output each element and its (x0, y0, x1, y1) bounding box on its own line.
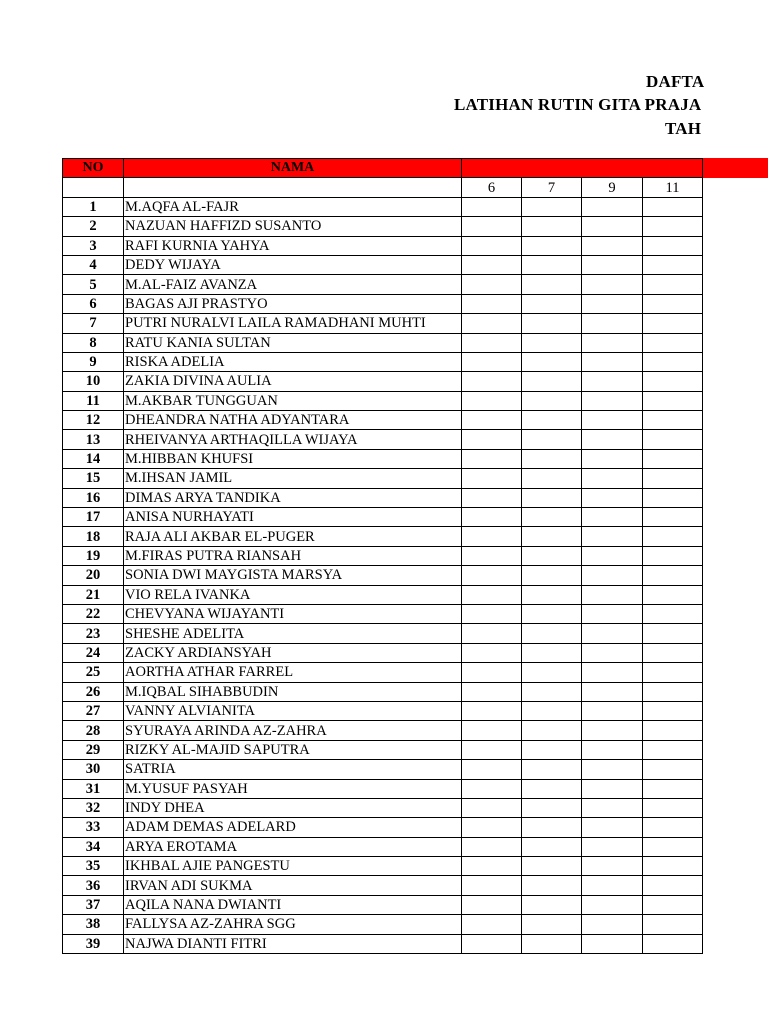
attendance-cell[interactable] (582, 275, 643, 294)
attendance-cell[interactable] (522, 643, 582, 662)
table-row (63, 197, 703, 216)
attendance-cell[interactable] (462, 275, 522, 294)
table-row (63, 895, 703, 914)
attendance-cell[interactable] (462, 604, 522, 623)
table-row (63, 721, 703, 740)
attendance-cell[interactable] (643, 372, 703, 391)
row-number: 30 (63, 760, 124, 779)
attendance-cell[interactable] (643, 236, 703, 255)
student-name: M.AQFA AL-FAJR (124, 197, 462, 216)
attendance-cell[interactable] (643, 546, 703, 565)
attendance-cell[interactable] (643, 760, 703, 779)
table-row (63, 372, 703, 391)
row-number: 28 (63, 721, 124, 740)
student-name: VANNY ALVIANITA (124, 701, 462, 720)
attendance-cell[interactable] (462, 663, 522, 682)
attendance-cell[interactable] (582, 217, 643, 236)
table-row (63, 585, 703, 604)
attendance-cell[interactable] (462, 566, 522, 585)
row-number: 32 (63, 798, 124, 817)
attendance-cell[interactable] (522, 275, 582, 294)
table-row (63, 779, 703, 798)
attendance-cell[interactable] (643, 798, 703, 817)
attendance-cell[interactable] (522, 314, 582, 333)
student-name: RISKA ADELIA (124, 352, 462, 371)
attendance-cell[interactable] (643, 275, 703, 294)
attendance-cell[interactable] (582, 643, 643, 662)
student-name: DEDY WIJAYA (124, 255, 462, 274)
attendance-cell[interactable] (643, 391, 703, 410)
attendance-cell[interactable] (582, 411, 643, 430)
attendance-cell[interactable] (462, 818, 522, 837)
table-row (63, 236, 703, 255)
attendance-cell[interactable] (522, 236, 582, 255)
attendance-cell[interactable] (522, 915, 582, 934)
attendance-cell[interactable] (462, 411, 522, 430)
table-row (63, 430, 703, 449)
attendance-cell[interactable] (462, 294, 522, 313)
attendance-cell[interactable] (643, 488, 703, 507)
attendance-cell[interactable] (462, 760, 522, 779)
table-row (63, 934, 703, 953)
attendance-cell[interactable] (582, 508, 643, 527)
date-subheader-row (63, 178, 703, 197)
attendance-cell[interactable] (582, 798, 643, 817)
table-row (63, 469, 703, 488)
row-number: 7 (63, 314, 124, 333)
attendance-cell[interactable] (582, 934, 643, 953)
student-name: IRVAN ADI SUKMA (124, 876, 462, 895)
date-cell: 7 (522, 178, 582, 197)
student-name: FALLYSA AZ-ZAHRA SGG (124, 915, 462, 934)
table-row (63, 488, 703, 507)
student-name: INDY DHEA (124, 798, 462, 817)
student-name: DIMAS ARYA TANDIKA (124, 488, 462, 507)
student-name: RAFI KURNIA YAHYA (124, 236, 462, 255)
table-row (63, 624, 703, 643)
row-number: 8 (63, 333, 124, 352)
attendance-cell[interactable] (582, 333, 643, 352)
student-name: SATRIA (124, 760, 462, 779)
row-number: 22 (63, 604, 124, 623)
student-name: RHEIVANYA ARTHAQILLA WIJAYA (124, 430, 462, 449)
attendance-cell[interactable] (522, 508, 582, 527)
attendance-cell[interactable] (522, 430, 582, 449)
attendance-cell[interactable] (462, 857, 522, 876)
attendance-cell[interactable] (582, 546, 643, 565)
attendance-cell[interactable] (462, 585, 522, 604)
student-name: M.AL-FAIZ AVANZA (124, 275, 462, 294)
attendance-cell[interactable] (522, 760, 582, 779)
attendance-cell[interactable] (522, 818, 582, 837)
attendance-cell[interactable] (462, 255, 522, 274)
student-name: ZACKY ARDIANSYAH (124, 643, 462, 662)
student-name: VIO RELA IVANKA (124, 585, 462, 604)
attendance-cell[interactable] (582, 701, 643, 720)
attendance-cell[interactable] (462, 333, 522, 352)
attendance-cell[interactable] (462, 488, 522, 507)
attendance-cell[interactable] (462, 876, 522, 895)
table-row (63, 876, 703, 895)
attendance-cell[interactable] (643, 857, 703, 876)
attendance-cell[interactable] (462, 721, 522, 740)
attendance-table (62, 158, 703, 954)
row-number: 24 (63, 643, 124, 662)
attendance-cell[interactable] (643, 876, 703, 895)
subheader-nama-blank (124, 178, 462, 197)
attendance-cell[interactable] (462, 837, 522, 856)
attendance-cell[interactable] (462, 527, 522, 546)
row-number: 4 (63, 255, 124, 274)
table-row (63, 275, 703, 294)
student-name: ARYA EROTAMA (124, 837, 462, 856)
attendance-cell[interactable] (643, 585, 703, 604)
row-number: 5 (63, 275, 124, 294)
attendance-cell[interactable] (582, 604, 643, 623)
date-cell: 6 (462, 178, 522, 197)
attendance-cell[interactable] (582, 721, 643, 740)
row-number: 15 (63, 469, 124, 488)
table-row (63, 333, 703, 352)
table-row (63, 314, 703, 333)
attendance-cell[interactable] (462, 430, 522, 449)
table-row (63, 663, 703, 682)
attendance-cell[interactable] (643, 217, 703, 236)
date-cell: 9 (582, 178, 643, 197)
student-name: DHEANDRA NATHA ADYANTARA (124, 411, 462, 430)
attendance-cell[interactable] (462, 643, 522, 662)
row-number: 18 (63, 527, 124, 546)
attendance-cell[interactable] (522, 837, 582, 856)
attendance-cell[interactable] (582, 837, 643, 856)
table-row (63, 604, 703, 623)
attendance-cell[interactable] (643, 430, 703, 449)
date-cell: 11 (643, 178, 703, 197)
table-header-row (63, 159, 703, 178)
table-row (63, 294, 703, 313)
attendance-cell[interactable] (582, 449, 643, 468)
attendance-cell[interactable] (522, 527, 582, 546)
row-number: 9 (63, 352, 124, 371)
student-name: PUTRI NURALVI LAILA RAMADHANI MUHTI (124, 314, 462, 333)
row-number: 31 (63, 779, 124, 798)
document-title-line-2: LATIHAN RUTIN GITA PRAJA (454, 95, 702, 114)
row-number: 27 (63, 701, 124, 720)
attendance-cell[interactable] (582, 527, 643, 546)
table-row (63, 857, 703, 876)
attendance-cell[interactable] (522, 624, 582, 643)
attendance-cell[interactable] (643, 449, 703, 468)
table-row (63, 643, 703, 662)
table-row (63, 217, 703, 236)
attendance-cell[interactable] (522, 566, 582, 585)
attendance-cell[interactable] (643, 643, 703, 662)
attendance-cell[interactable] (643, 779, 703, 798)
table-row (63, 818, 703, 837)
student-name: RATU KANIA SULTAN (124, 333, 462, 352)
attendance-cell[interactable] (643, 740, 703, 759)
row-number: 34 (63, 837, 124, 856)
attendance-cell[interactable] (462, 197, 522, 216)
attendance-cell[interactable] (582, 255, 643, 274)
attendance-cell[interactable] (643, 837, 703, 856)
student-name: ANISA NURHAYATI (124, 508, 462, 527)
student-name: AQILA NANA DWIANTI (124, 895, 462, 914)
student-name: CHEVYANA WIJAYANTI (124, 604, 462, 623)
student-name: BAGAS AJI PRASTYO (124, 294, 462, 313)
row-number: 13 (63, 430, 124, 449)
table-row (63, 915, 703, 934)
row-number: 17 (63, 508, 124, 527)
student-name: M.FIRAS PUTRA RIANSAH (124, 546, 462, 565)
attendance-cell[interactable] (522, 469, 582, 488)
attendance-cell[interactable] (522, 721, 582, 740)
attendance-cell[interactable] (522, 372, 582, 391)
attendance-cell[interactable] (462, 779, 522, 798)
attendance-cell[interactable] (582, 566, 643, 585)
attendance-cell[interactable] (522, 895, 582, 914)
attendance-cell[interactable] (522, 876, 582, 895)
attendance-cell[interactable] (582, 895, 643, 914)
attendance-cell[interactable] (643, 314, 703, 333)
row-number: 36 (63, 876, 124, 895)
table-row (63, 527, 703, 546)
attendance-cell[interactable] (462, 217, 522, 236)
attendance-cell[interactable] (643, 895, 703, 914)
attendance-cell[interactable] (462, 701, 522, 720)
student-name: M.YUSUF PASYAH (124, 779, 462, 798)
table-row (63, 391, 703, 410)
attendance-cell[interactable] (582, 682, 643, 701)
row-number: 37 (63, 895, 124, 914)
attendance-cell[interactable] (643, 411, 703, 430)
attendance-cell[interactable] (522, 391, 582, 410)
attendance-cell[interactable] (582, 760, 643, 779)
row-number: 6 (63, 294, 124, 313)
attendance-cell[interactable] (582, 876, 643, 895)
attendance-cell[interactable] (643, 721, 703, 740)
table-row (63, 411, 703, 430)
row-number: 3 (63, 236, 124, 255)
attendance-cell[interactable] (522, 740, 582, 759)
header-overflow-strip (701, 158, 768, 178)
student-name: RAJA ALI AKBAR EL-PUGER (124, 527, 462, 546)
attendance-cell[interactable] (643, 701, 703, 720)
table-row (63, 546, 703, 565)
student-name: SONIA DWI MAYGISTA MARSYA (124, 566, 462, 585)
table-row (63, 740, 703, 759)
attendance-cell[interactable] (643, 934, 703, 953)
attendance-cell[interactable] (522, 798, 582, 817)
attendance-cell[interactable] (462, 934, 522, 953)
row-number: 11 (63, 391, 124, 410)
table-row (63, 682, 703, 701)
row-number: 2 (63, 217, 124, 236)
header-dates-merged (462, 159, 703, 178)
row-number: 19 (63, 546, 124, 565)
attendance-cell[interactable] (582, 488, 643, 507)
attendance-cell[interactable] (582, 779, 643, 798)
table-row (63, 837, 703, 856)
row-number: 10 (63, 372, 124, 391)
attendance-cell[interactable] (522, 682, 582, 701)
attendance-cell[interactable] (582, 857, 643, 876)
attendance-cell[interactable] (522, 934, 582, 953)
attendance-cell[interactable] (522, 333, 582, 352)
table-row (63, 352, 703, 371)
row-number: 20 (63, 566, 124, 585)
student-name: IKHBAL AJIE PANGESTU (124, 857, 462, 876)
row-number: 12 (63, 411, 124, 430)
attendance-cell[interactable] (582, 915, 643, 934)
attendance-cell[interactable] (643, 663, 703, 682)
attendance-cell[interactable] (462, 624, 522, 643)
attendance-cell[interactable] (522, 779, 582, 798)
attendance-cell[interactable] (643, 508, 703, 527)
row-number: 23 (63, 624, 124, 643)
student-name: RIZKY AL-MAJID SAPUTRA (124, 740, 462, 759)
row-number: 38 (63, 915, 124, 934)
attendance-cell[interactable] (522, 488, 582, 507)
attendance-cell[interactable] (643, 197, 703, 216)
attendance-cell[interactable] (643, 682, 703, 701)
attendance-cell[interactable] (582, 663, 643, 682)
table-row (63, 255, 703, 274)
attendance-cell[interactable] (643, 255, 703, 274)
attendance-cell[interactable] (522, 217, 582, 236)
attendance-cell[interactable] (582, 430, 643, 449)
attendance-cell[interactable] (643, 527, 703, 546)
attendance-cell[interactable] (462, 682, 522, 701)
attendance-cell[interactable] (462, 895, 522, 914)
row-number: 25 (63, 663, 124, 682)
attendance-cell[interactable] (522, 411, 582, 430)
attendance-cell[interactable] (643, 294, 703, 313)
attendance-cell[interactable] (462, 798, 522, 817)
attendance-cell[interactable] (582, 197, 643, 216)
table-row (63, 566, 703, 585)
attendance-cell[interactable] (462, 915, 522, 934)
row-number: 39 (63, 934, 124, 953)
attendance-cell[interactable] (643, 333, 703, 352)
student-name: NAJWA DIANTI FITRI (124, 934, 462, 953)
attendance-cell[interactable] (462, 372, 522, 391)
attendance-cell[interactable] (522, 857, 582, 876)
row-number: 35 (63, 857, 124, 876)
attendance-cell[interactable] (462, 508, 522, 527)
attendance-cell[interactable] (462, 740, 522, 759)
attendance-cell[interactable] (522, 663, 582, 682)
attendance-cell[interactable] (582, 740, 643, 759)
attendance-cell[interactable] (522, 449, 582, 468)
attendance-cell[interactable] (643, 624, 703, 643)
attendance-cell[interactable] (462, 469, 522, 488)
attendance-cell[interactable] (522, 294, 582, 313)
document-title-line-3: TAH (665, 119, 702, 138)
student-name: SYURAYA ARINDA AZ-ZAHRA (124, 721, 462, 740)
attendance-cell[interactable] (643, 469, 703, 488)
attendance-cell[interactable] (462, 236, 522, 255)
attendance-cell[interactable] (522, 255, 582, 274)
row-number: 21 (63, 585, 124, 604)
student-name: ADAM DEMAS ADELARD (124, 818, 462, 837)
student-name: ZAKIA DIVINA AULIA (124, 372, 462, 391)
row-number: 14 (63, 449, 124, 468)
attendance-cell[interactable] (462, 391, 522, 410)
header-nama: NAMA (124, 159, 462, 178)
attendance-cell[interactable] (643, 352, 703, 371)
attendance-cell[interactable] (522, 197, 582, 216)
attendance-cell[interactable] (462, 314, 522, 333)
student-name: M.IQBAL SIHABBUDIN (124, 682, 462, 701)
table-row (63, 449, 703, 468)
attendance-cell[interactable] (643, 818, 703, 837)
student-name: NAZUAN HAFFIZD SUSANTO (124, 217, 462, 236)
attendance-cell[interactable] (522, 352, 582, 371)
attendance-cell[interactable] (643, 915, 703, 934)
attendance-cell[interactable] (643, 604, 703, 623)
attendance-cell[interactable] (582, 391, 643, 410)
table-row (63, 701, 703, 720)
row-number: 1 (63, 197, 124, 216)
attendance-cell[interactable] (582, 818, 643, 837)
attendance-cell[interactable] (643, 566, 703, 585)
attendance-cell[interactable] (582, 372, 643, 391)
subheader-no-blank (63, 178, 124, 197)
attendance-cell[interactable] (522, 701, 582, 720)
row-number: 26 (63, 682, 124, 701)
attendance-cell[interactable] (582, 585, 643, 604)
attendance-cell[interactable] (582, 624, 643, 643)
row-number: 33 (63, 818, 124, 837)
attendance-cell[interactable] (582, 294, 643, 313)
attendance-cell[interactable] (462, 546, 522, 565)
row-number: 29 (63, 740, 124, 759)
student-name: M.HIBBAN KHUFSI (124, 449, 462, 468)
student-name: SHESHE ADELITA (124, 624, 462, 643)
student-name: M.AKBAR TUNGGUAN (124, 391, 462, 410)
attendance-cell[interactable] (462, 449, 522, 468)
document-title-line-1: DAFTA (646, 72, 705, 91)
student-name: M.IHSAN JAMIL (124, 469, 462, 488)
row-number: 16 (63, 488, 124, 507)
attendance-cell[interactable] (582, 314, 643, 333)
attendance-cell[interactable] (522, 604, 582, 623)
attendance-cell[interactable] (582, 352, 643, 371)
attendance-cell[interactable] (582, 236, 643, 255)
table-row (63, 798, 703, 817)
header-no: NO (63, 159, 124, 178)
table-row (63, 760, 703, 779)
table-row (63, 508, 703, 527)
attendance-cell[interactable] (522, 585, 582, 604)
attendance-cell[interactable] (462, 352, 522, 371)
attendance-cell[interactable] (522, 546, 582, 565)
student-name: AORTHA ATHAR FARREL (124, 663, 462, 682)
attendance-cell[interactable] (582, 469, 643, 488)
